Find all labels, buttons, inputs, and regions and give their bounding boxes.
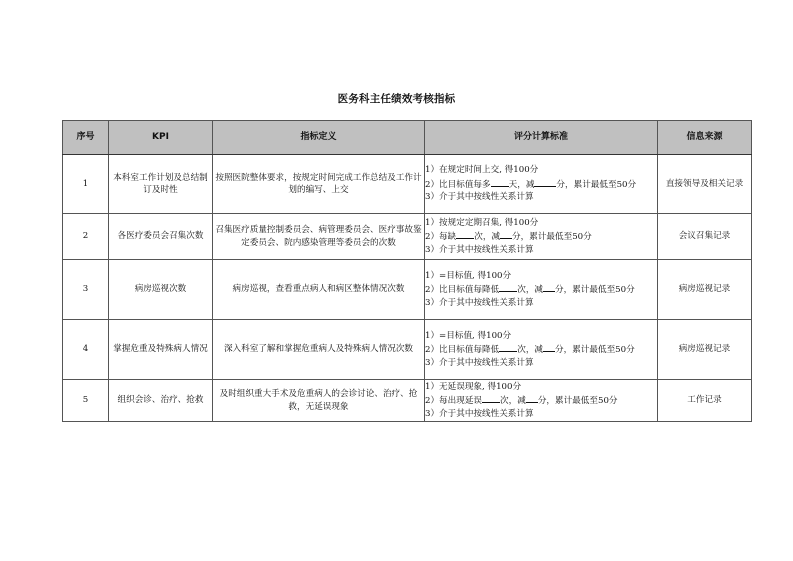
criteria-line: 2）每缺 次，减 分，累计最低至50分 — [425, 229, 657, 244]
table-row — [63, 320, 752, 380]
fill-in-blank — [499, 342, 517, 352]
cell-definition: 按照医院整体要求，按规定时间完成工作总结及工作计划的编写、上交 — [213, 155, 425, 214]
fill-in-blank — [500, 229, 512, 239]
header-kpi: KPI — [109, 121, 213, 155]
criteria-line: 2）比目标值每降低 次，减 分，累计最低至50分 — [425, 342, 657, 357]
criteria-line: 3）介于其中按线性关系计算 — [425, 297, 534, 308]
cell-source: 会议召集记录 — [658, 214, 752, 260]
table-row — [63, 155, 752, 214]
criteria-line: 3）介于其中按线性关系计算 — [425, 192, 534, 203]
cell-no: 5 — [63, 380, 109, 422]
cell-no: 4 — [63, 320, 109, 380]
criteria-line: 2）比目标值每多 天，减 分，累计最低至50分 — [425, 177, 657, 192]
fill-in-blank — [456, 229, 474, 239]
table-body — [63, 155, 752, 422]
cell-kpi: 本科室工作计划及总结制订及时性 — [109, 155, 213, 214]
criteria-line: 3）介于其中按线性关系计算 — [425, 357, 534, 368]
cell-no: 2 — [63, 214, 109, 260]
criteria-line: 1）无延误现象, 得100分 — [425, 381, 522, 392]
cell-definition: 及时组织重大手术及危重病人的会诊讨论、治疗、抢救，无延误现象 — [213, 380, 425, 422]
cell-source: 病房巡视记录 — [658, 320, 752, 380]
cell-criteria — [425, 214, 658, 260]
cell-no: 1 — [63, 155, 109, 214]
fill-in-blank — [526, 393, 538, 403]
page-title: 医务科主任绩效考核指标 — [337, 93, 456, 105]
table-row — [63, 214, 752, 260]
table-row — [63, 260, 752, 320]
criteria-line: 1）=目标值, 得100分 — [425, 270, 512, 281]
criteria-line: 1）=目标值, 得100分 — [425, 330, 512, 341]
cell-kpi: 组织会诊、治疗、抢救 — [109, 380, 213, 422]
cell-criteria — [425, 155, 658, 214]
cell-source: 病房巡视记录 — [658, 260, 752, 320]
header-source: 信息来源 — [658, 121, 752, 155]
fill-in-blank — [499, 282, 517, 292]
cell-source: 工作记录 — [658, 380, 752, 422]
cell-kpi: 病房巡视次数 — [109, 260, 213, 320]
cell-kpi: 掌握危重及特殊病人情况 — [109, 320, 213, 380]
fill-in-blank — [491, 177, 509, 187]
fill-in-blank — [543, 282, 555, 292]
fill-in-blank — [534, 177, 556, 187]
table-row — [63, 380, 752, 422]
cell-criteria — [425, 380, 658, 422]
fill-in-blank — [482, 393, 500, 403]
header-definition: 指标定义 — [213, 121, 425, 155]
cell-definition: 深入科室了解和掌握危重病人及特殊病人情况次数 — [213, 320, 425, 380]
cell-definition: 召集医疗质量控制委员会、病管理委员会、医疗事故鉴定委员会、院内感染管理等委员会的次数 — [213, 214, 425, 260]
cell-criteria — [425, 320, 658, 380]
table-header-row — [63, 121, 752, 155]
criteria-line: 2）比目标值每降低 次，减 分，累计最低至50分 — [425, 282, 657, 297]
criteria-line: 2）每出现延误 次，减 分，累计最低至50分 — [425, 393, 657, 408]
cell-source: 直接领导及相关记录 — [658, 155, 752, 214]
cell-no: 3 — [63, 260, 109, 320]
criteria-line: 3）介于其中按线性关系计算 — [425, 244, 534, 255]
header-criteria: 评分计算标准 — [425, 121, 658, 155]
cell-definition: 病房巡视，查看重点病人和病区整体情况次数 — [213, 260, 425, 320]
header-no: 序号 — [63, 121, 109, 155]
criteria-line: 3）介于其中按线性关系计算 — [425, 408, 534, 419]
fill-in-blank — [543, 342, 555, 352]
kpi-table — [62, 120, 752, 422]
cell-criteria — [425, 260, 658, 320]
criteria-line: 1）按规定定期召集, 得100分 — [425, 217, 539, 228]
cell-kpi: 各医疗委员会召集次数 — [109, 214, 213, 260]
criteria-line: 1）在规定时间上交, 得100分 — [425, 165, 539, 176]
